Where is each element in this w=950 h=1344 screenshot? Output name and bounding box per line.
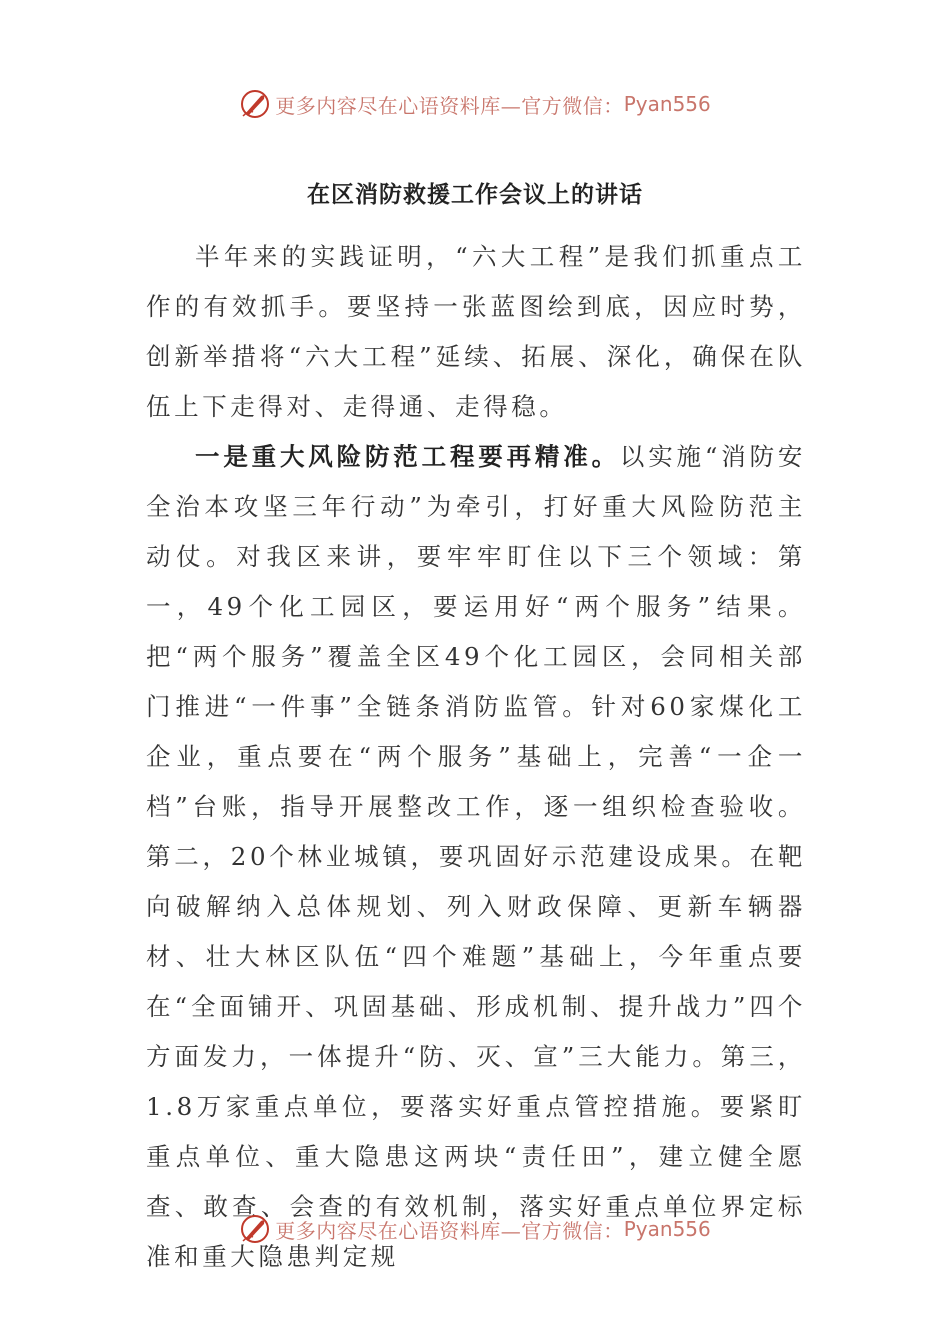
document-body (146, 232, 806, 1282)
header-banner (0, 84, 950, 124)
quill-logo-icon (239, 1213, 271, 1245)
paragraph-1-text: 半年来的实践证明，“六大工程”是我们抓重点工作的有效抓手。要坚持一张蓝图绘到底，因应时势，创新举措将“六大工程”延续、拓展、深化，确保在队伍上下走得对、走得通、走得稳。 (146, 242, 806, 421)
footer-banner (0, 1209, 950, 1249)
quill-logo-icon (239, 88, 271, 120)
document-title: 在区消防救援工作会议上的讲话 (307, 182, 643, 208)
footer-banner-text: 更多内容尽在心语资料库—官方微信： (275, 1218, 624, 1243)
paragraph-2-lead: 一是重大风险防范工程要再精准。 (195, 442, 620, 471)
footer-banner-wechat: Pyan556 (623, 1217, 711, 1241)
header-banner-text: 更多内容尽在心语资料库—官方微信： (275, 93, 624, 118)
paragraph-2-text: 以实施“消防安全治本攻坚三年行动”为牵引，打好重大风险防范主动仗。对我区来讲，要牢牢盯住以下三个领域：第一，49个化工园区，要运用好“两个服务”结果。把“两个服务”覆盖全区49个化工园区，会同相关部门推进“一件事”全链条消防监管。针对60家煤化工企业，重点要在“两个服务”基础上，完善“一企一档”台账，指导开展整改工作，逐一组织检查验收。第二，20个林业城镇，要巩固好示范建设成果。在靶向破解纳入总体规划、列入财政保障、更新车辆器材、壮大林区队伍“四个难题”基础上，今年重点要在“全面铺开、巩固基础、形成机制、提升战力”四个方面发力，一体提升“防、灭、宣”三大能力。第三，1.8万家重点单位，要落实好重点管控措施。要紧盯重点单位、重大隐患这两块“责任田”，建立健全愿查、敢查、会查的有效机制，落实好重点单位界定标准和重大隐患判定规 (146, 442, 806, 1271)
header-banner-wechat: Pyan556 (623, 92, 711, 116)
paragraph-2 (146, 432, 806, 1282)
paragraph-1 (146, 232, 806, 432)
